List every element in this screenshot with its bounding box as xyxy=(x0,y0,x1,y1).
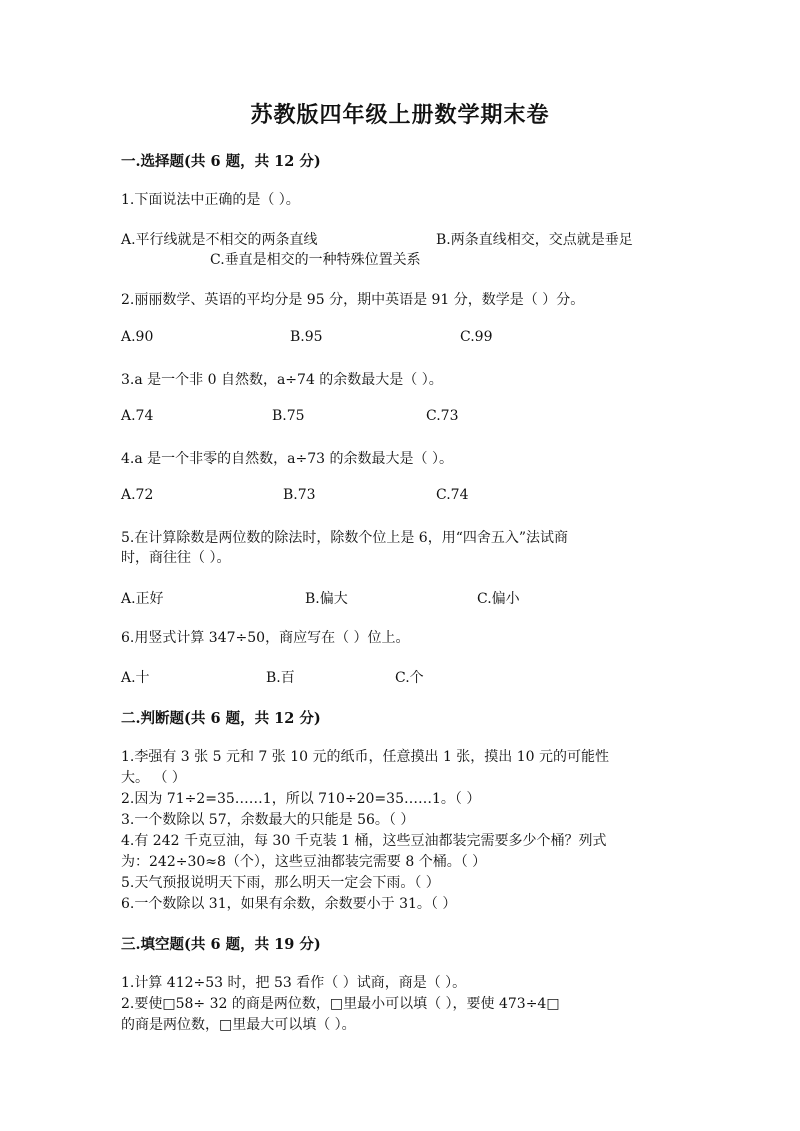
q1-option-c: C.垂直是相交的一种特殊位置关系 xyxy=(210,252,421,268)
question-5-line-2: 时，商往往（ ）。 xyxy=(121,550,231,566)
question-5-line-1: 5.在计算除数是两位数的除法时，除数个位上是 6，用“四舍五入”法试商 xyxy=(121,530,569,546)
question-3: 3.a 是一个非 0 自然数，a÷74 的余数最大是（ ）。 xyxy=(121,372,443,388)
judge-6: 6.一个数除以 31，如果有余数，余数要小于 31。（ ） xyxy=(121,896,457,912)
q5-option-b: B.偏大 xyxy=(305,591,348,607)
page-title: 苏教版四年级上册数学期末卷 xyxy=(250,102,550,128)
judge-4-line-1: 4.有 242 千克豆油，每 30 千克装 1 桶，这些豆油都装完需要多少个桶？列式 xyxy=(121,833,607,849)
q1-option-a: A.平行线就是不相交的两条直线 xyxy=(121,232,318,248)
section-heading-choice: 一.选择题(共 6 题，共 12 分) xyxy=(121,153,321,170)
fill-2-line-1: 2.要使□58÷ 32 的商是两位数，□里最小可以填（ ），要使 473÷4□ xyxy=(121,996,560,1012)
q4-option-c: C.74 xyxy=(436,487,469,503)
q2-option-a: A.90 xyxy=(121,329,154,345)
q4-option-a: A.72 xyxy=(121,487,154,503)
q2-option-b: B.95 xyxy=(290,329,323,345)
q2-option-c: C.99 xyxy=(460,329,493,345)
q4-option-b: B.73 xyxy=(283,487,316,503)
q3-option-a: A.74 xyxy=(121,408,154,424)
section-heading-judge: 二.判断题(共 6 题，共 12 分) xyxy=(121,710,321,727)
q3-option-c: C.73 xyxy=(426,408,459,424)
judge-3: 3.一个数除以 57，余数最大的只能是 56。（ ） xyxy=(121,812,415,828)
fill-1: 1.计算 412÷53 时，把 53 看作（ ）试商，商是（ ）。 xyxy=(121,975,467,991)
q6-option-a: A.十 xyxy=(121,670,150,686)
question-4: 4.a 是一个非零的自然数，a÷73 的余数最大是（ ）。 xyxy=(121,451,453,467)
judge-4-line-2: 为：242÷30≈8（个），这些豆油都装完需要 8 个桶。（ ） xyxy=(121,854,487,870)
q3-option-b: B.75 xyxy=(272,408,305,424)
question-2: 2.丽丽数学、英语的平均分是 95 分，期中英语是 91 分，数学是（ ）分。 xyxy=(121,292,585,308)
q6-option-c: C.个 xyxy=(395,670,424,686)
q6-option-b: B.百 xyxy=(266,670,295,686)
judge-5: 5.天气预报说明天下雨，那么明天一定会下雨。（ ） xyxy=(121,875,440,891)
q1-option-b: B.两条直线相交，交点就是垂足 xyxy=(436,232,633,248)
judge-1-line-1: 1.李强有 3 张 5 元和 7 张 10 元的纸币，任意摸出 1 张，摸出 10 元的可能性 xyxy=(121,749,610,765)
q5-option-c: C.偏小 xyxy=(477,591,520,607)
judge-1-line-2: 大。 （ ） xyxy=(121,770,186,786)
fill-2-line-2: 的商是两位数，□里最大可以填（ ）。 xyxy=(121,1017,356,1033)
question-1: 1.下面说法中正确的是（ ）。 xyxy=(121,192,300,208)
judge-2: 2.因为 71÷2=35……1，所以 710÷20=35……1。（ ） xyxy=(121,791,481,807)
section-heading-fill: 三.填空题(共 6 题，共 19 分) xyxy=(121,936,321,953)
q5-option-a: A.正好 xyxy=(121,591,164,607)
question-6: 6.用竖式计算 347÷50，商应写在（ ）位上。 xyxy=(121,630,410,646)
